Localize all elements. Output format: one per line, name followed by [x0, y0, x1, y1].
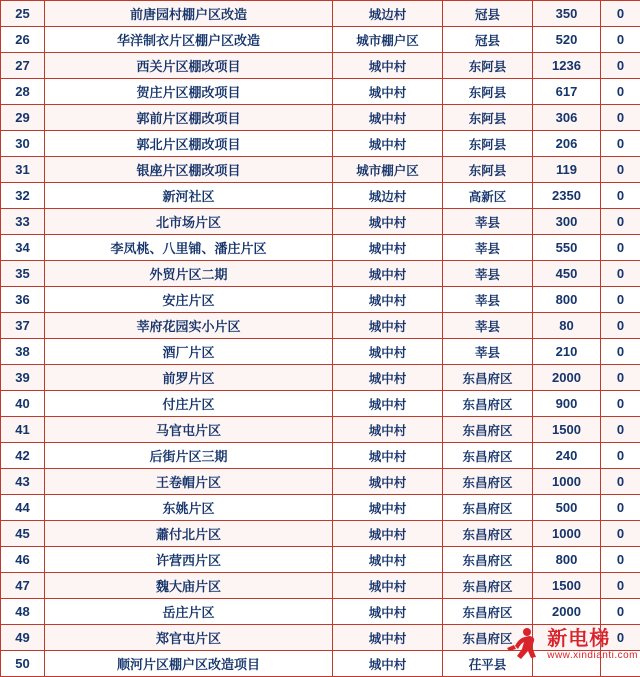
- cell-no: 29: [1, 105, 45, 131]
- cell-name: 前唐园村棚户区改造: [45, 1, 333, 27]
- cell-num: 1236: [533, 53, 601, 79]
- cell-last: 0: [601, 391, 640, 417]
- cell-type: 城中村: [333, 521, 443, 547]
- cell-no: 41: [1, 417, 45, 443]
- table-row: [1, 469, 640, 495]
- cell-no: 44: [1, 495, 45, 521]
- cell-no: 43: [1, 469, 45, 495]
- cell-no: 42: [1, 443, 45, 469]
- cell-last: 0: [601, 417, 640, 443]
- cell-type: 城中村: [333, 365, 443, 391]
- cell-num: 550: [533, 235, 601, 261]
- cell-last: 0: [601, 521, 640, 547]
- cell-area: 东昌府区: [443, 495, 533, 521]
- table-row: [1, 339, 640, 365]
- cell-area: 东阿县: [443, 157, 533, 183]
- cell-name: 郭前片区棚改项目: [45, 105, 333, 131]
- cell-name: 新河社区: [45, 183, 333, 209]
- cell-no: 25: [1, 1, 45, 27]
- cell-type: 城边村: [333, 183, 443, 209]
- cell-area: 东昌府区: [443, 443, 533, 469]
- table-row: [1, 105, 640, 131]
- cell-name: 蕭付北片区: [45, 521, 333, 547]
- table-row: [1, 79, 640, 105]
- cell-last: 0: [601, 53, 640, 79]
- table-row: [1, 443, 640, 469]
- cell-type: 城中村: [333, 339, 443, 365]
- cell-name: 顺河片区棚户区改造项目: [45, 651, 333, 677]
- cell-type: 城中村: [333, 573, 443, 599]
- table-row: [1, 599, 640, 625]
- table-row: [1, 53, 640, 79]
- cell-type: 城中村: [333, 287, 443, 313]
- cell-area: 东昌府区: [443, 521, 533, 547]
- cell-area: 莘县: [443, 287, 533, 313]
- cell-name: 王卷帽片区: [45, 469, 333, 495]
- cell-name: 安庄片区: [45, 287, 333, 313]
- cell-no: 39: [1, 365, 45, 391]
- cell-no: 28: [1, 79, 45, 105]
- cell-last: 0: [601, 443, 640, 469]
- cell-area: 东昌府区: [443, 625, 533, 651]
- cell-name: 北市场片区: [45, 209, 333, 235]
- cell-type: 城中村: [333, 469, 443, 495]
- table-row: [1, 365, 640, 391]
- cell-last: 0: [601, 261, 640, 287]
- cell-name: 李凤桃、八里铺、潘庄片区: [45, 235, 333, 261]
- cell-name: 许营西片区: [45, 547, 333, 573]
- cell-num: 520: [533, 27, 601, 53]
- cell-name: 莘府花园实小片区: [45, 313, 333, 339]
- cell-num: 1000: [533, 469, 601, 495]
- cell-type: 城中村: [333, 235, 443, 261]
- table-row: [1, 235, 640, 261]
- cell-type: 城市棚户区: [333, 157, 443, 183]
- table-row: [1, 625, 640, 651]
- cell-last: 0: [601, 573, 640, 599]
- cell-last: 0: [601, 365, 640, 391]
- cell-num: 300: [533, 209, 601, 235]
- table-row: [1, 547, 640, 573]
- cell-area: 高新区: [443, 183, 533, 209]
- cell-name: 酒厂片区: [45, 339, 333, 365]
- cell-no: 47: [1, 573, 45, 599]
- cell-num: 206: [533, 131, 601, 157]
- cell-name: 西关片区棚改项目: [45, 53, 333, 79]
- cell-last: 0: [601, 1, 640, 27]
- cell-type: 城中村: [333, 79, 443, 105]
- cell-no: 30: [1, 131, 45, 157]
- cell-num: 2000: [533, 599, 601, 625]
- cell-no: 38: [1, 339, 45, 365]
- cell-name: 贺庄片区棚改项目: [45, 79, 333, 105]
- cell-area: 莘县: [443, 235, 533, 261]
- cell-type: 城中村: [333, 105, 443, 131]
- cell-no: 40: [1, 391, 45, 417]
- table-row: [1, 495, 640, 521]
- cell-name: 银座片区棚改项目: [45, 157, 333, 183]
- cell-last: 0: [601, 131, 640, 157]
- cell-area: 冠县: [443, 1, 533, 27]
- cell-last: 0: [601, 287, 640, 313]
- cell-num: 119: [533, 157, 601, 183]
- cell-last: 0: [601, 105, 640, 131]
- cell-type: 城中村: [333, 599, 443, 625]
- table-row: [1, 573, 640, 599]
- table-row: [1, 391, 640, 417]
- table-row: [1, 261, 640, 287]
- cell-type: 城中村: [333, 495, 443, 521]
- cell-name: 东姚片区: [45, 495, 333, 521]
- cell-no: 33: [1, 209, 45, 235]
- cell-no: 31: [1, 157, 45, 183]
- table-row: [1, 183, 640, 209]
- cell-area: 冠县: [443, 27, 533, 53]
- cell-type: 城中村: [333, 53, 443, 79]
- table-body: [1, 1, 640, 677]
- table-row: [1, 651, 640, 677]
- cell-name: 郭北片区棚改项目: [45, 131, 333, 157]
- cell-name: 郑官屯片区: [45, 625, 333, 651]
- cell-area: 东昌府区: [443, 547, 533, 573]
- cell-type: 城中村: [333, 131, 443, 157]
- cell-no: 50: [1, 651, 45, 677]
- cell-area: 莘县: [443, 261, 533, 287]
- table-row: [1, 521, 640, 547]
- cell-type: 城中村: [333, 391, 443, 417]
- cell-num: 80: [533, 313, 601, 339]
- cell-area: 东昌府区: [443, 469, 533, 495]
- watermark-url: www.xindianti.com: [547, 651, 638, 661]
- cell-num: 500: [533, 495, 601, 521]
- cell-name: 外贸片区二期: [45, 261, 333, 287]
- cell-no: 48: [1, 599, 45, 625]
- cell-num: [533, 651, 601, 677]
- cell-num: 617: [533, 79, 601, 105]
- cell-area: 东昌府区: [443, 391, 533, 417]
- cell-no: 36: [1, 287, 45, 313]
- cell-no: 46: [1, 547, 45, 573]
- table-row: [1, 1, 640, 27]
- cell-area: 东阿县: [443, 105, 533, 131]
- cell-type: 城中村: [333, 261, 443, 287]
- cell-area: 东阿县: [443, 53, 533, 79]
- cell-last: 0: [601, 157, 640, 183]
- table-row: [1, 287, 640, 313]
- cell-last: 0: [601, 235, 640, 261]
- cell-area: 茌平县: [443, 651, 533, 677]
- cell-num: 800: [533, 287, 601, 313]
- cell-area: 东昌府区: [443, 365, 533, 391]
- cell-type: 城中村: [333, 417, 443, 443]
- cell-name: 付庄片区: [45, 391, 333, 417]
- table-row: [1, 131, 640, 157]
- table-row: [1, 417, 640, 443]
- cell-num: 900: [533, 391, 601, 417]
- cell-num: 306: [533, 105, 601, 131]
- cell-num: [533, 625, 601, 651]
- table-row: [1, 157, 640, 183]
- cell-name: 岳庄片区: [45, 599, 333, 625]
- cell-num: 2350: [533, 183, 601, 209]
- cell-no: 32: [1, 183, 45, 209]
- watermark-title: 新电梯: [547, 629, 638, 649]
- cell-area: 东阿县: [443, 131, 533, 157]
- table-row: [1, 313, 640, 339]
- cell-num: 1500: [533, 573, 601, 599]
- cell-no: 37: [1, 313, 45, 339]
- cell-type: 城中村: [333, 547, 443, 573]
- cell-area: 东昌府区: [443, 599, 533, 625]
- cell-type: 城中村: [333, 313, 443, 339]
- cell-type: 城中村: [333, 209, 443, 235]
- cell-num: 240: [533, 443, 601, 469]
- cell-last: 0: [601, 339, 640, 365]
- cell-num: 2000: [533, 365, 601, 391]
- cell-area: 东昌府区: [443, 417, 533, 443]
- cell-num: 210: [533, 339, 601, 365]
- cell-type: 城中村: [333, 625, 443, 651]
- cell-type: 城边村: [333, 1, 443, 27]
- cell-no: 45: [1, 521, 45, 547]
- cell-name: 后街片区三期: [45, 443, 333, 469]
- cell-num: 350: [533, 1, 601, 27]
- cell-last: [601, 651, 640, 677]
- table-row: [1, 209, 640, 235]
- cell-last: 0: [601, 599, 640, 625]
- cell-type: 城市棚户区: [333, 27, 443, 53]
- cell-area: 莘县: [443, 339, 533, 365]
- cell-no: 26: [1, 27, 45, 53]
- cell-no: 34: [1, 235, 45, 261]
- cell-area: 东阿县: [443, 79, 533, 105]
- cell-last: 0: [601, 547, 640, 573]
- cell-area: 东昌府区: [443, 573, 533, 599]
- cell-num: 1500: [533, 417, 601, 443]
- cell-num: 450: [533, 261, 601, 287]
- cell-last: 0: [601, 625, 640, 651]
- cell-last: 0: [601, 313, 640, 339]
- cell-last: 0: [601, 495, 640, 521]
- cell-num: 800: [533, 547, 601, 573]
- cell-no: 27: [1, 53, 45, 79]
- cell-area: 莘县: [443, 313, 533, 339]
- cell-last: 0: [601, 27, 640, 53]
- cell-name: 华洋制衣片区棚户区改造: [45, 27, 333, 53]
- cell-name: 前罗片区: [45, 365, 333, 391]
- cell-last: 0: [601, 183, 640, 209]
- cell-last: 0: [601, 209, 640, 235]
- cell-no: 49: [1, 625, 45, 651]
- cell-name: 魏大庙片区: [45, 573, 333, 599]
- cell-num: 1000: [533, 521, 601, 547]
- cell-last: 0: [601, 469, 640, 495]
- cell-no: 35: [1, 261, 45, 287]
- cell-name: 马官屯片区: [45, 417, 333, 443]
- table-row: [1, 27, 640, 53]
- cell-type: 城中村: [333, 651, 443, 677]
- cell-area: 莘县: [443, 209, 533, 235]
- cell-last: 0: [601, 79, 640, 105]
- cell-type: 城中村: [333, 443, 443, 469]
